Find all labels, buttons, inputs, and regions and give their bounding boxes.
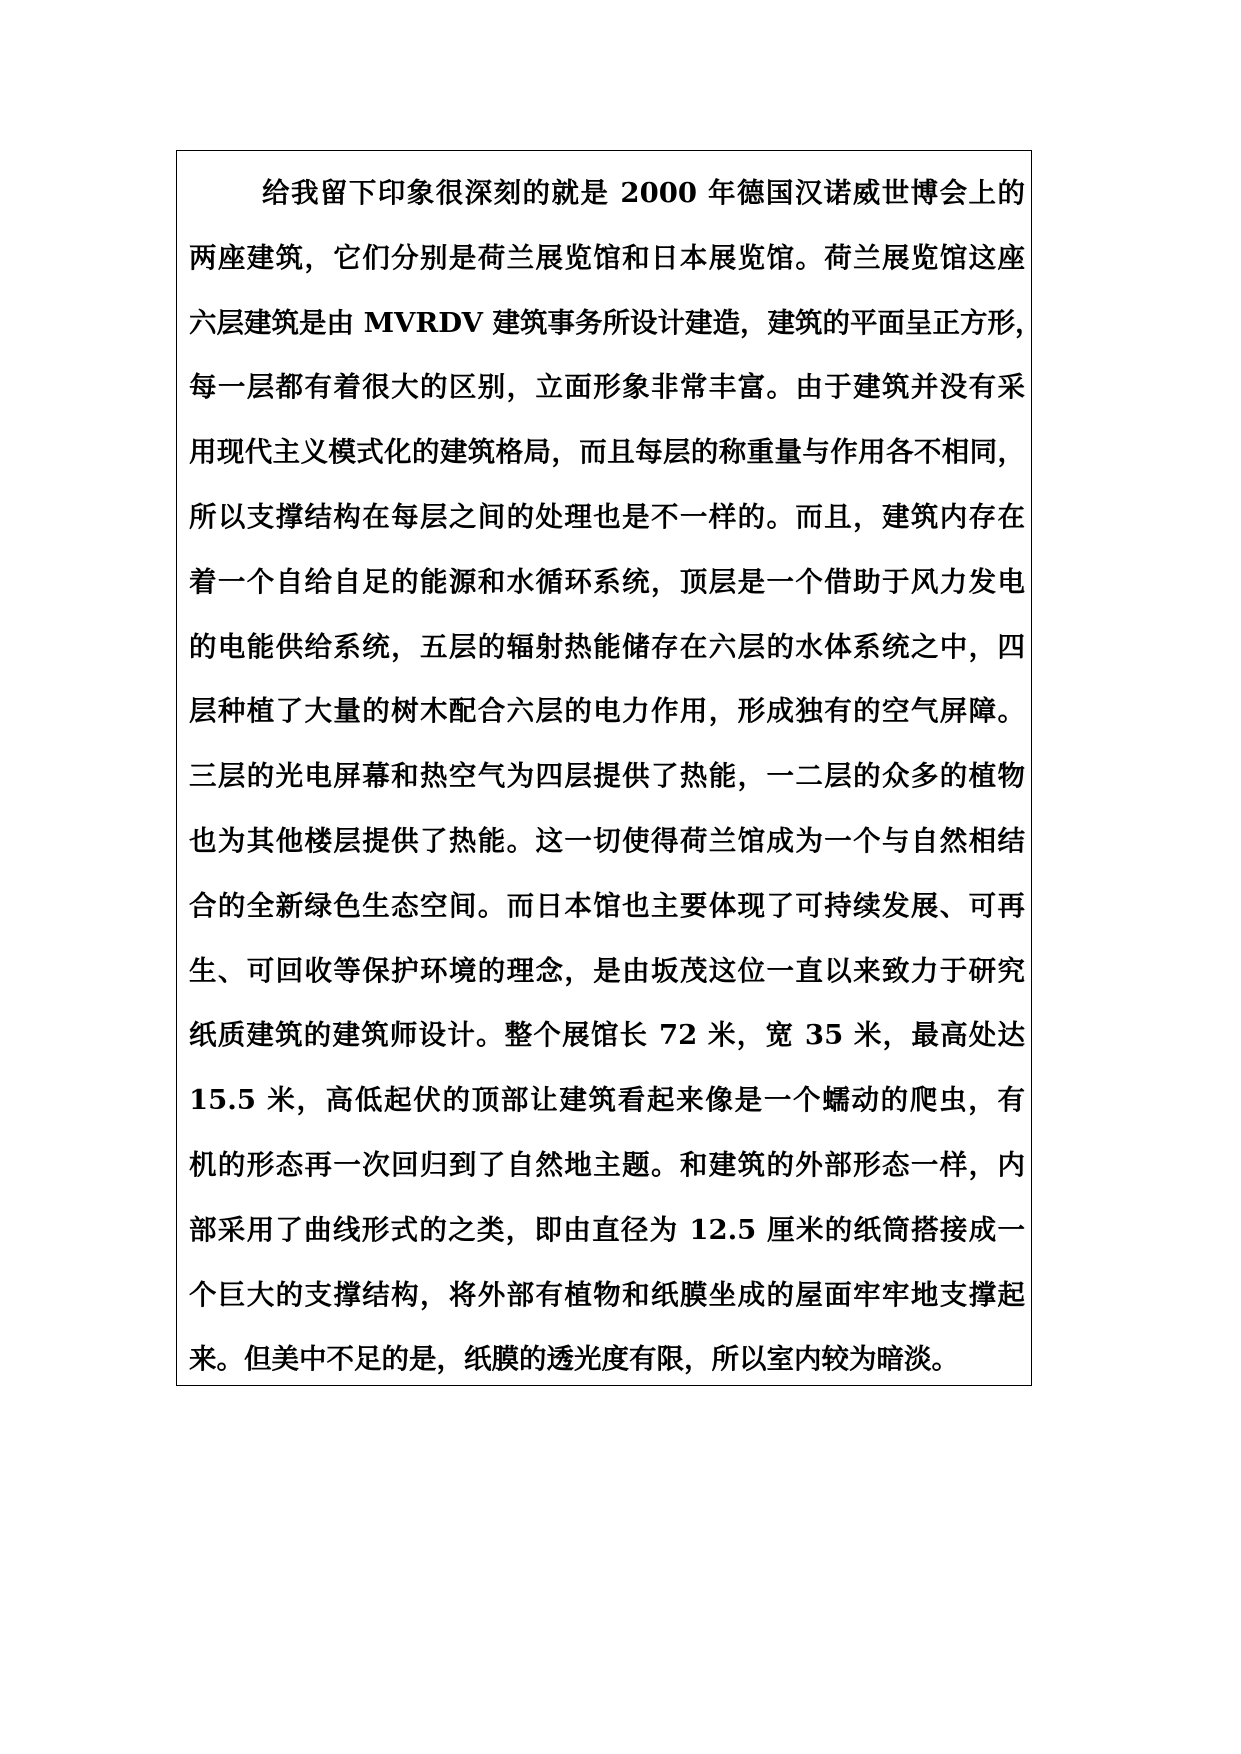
text-line: 每一层都有着很大的区别，立面形象非常丰富。由于建筑并没有采 [189,371,1025,404]
text-line: 个巨大的支撑结构，将外部有植物和纸膜坐成的屋面牢牢地支撑起 [189,1278,1025,1311]
text-box [176,150,1043,1386]
text-line: 着一个自给自足的能源和水循环系统，顶层是一个借助于风力发电 [189,565,1025,598]
text-line: 来。但美中不足的是，纸膜的透光度有限，所以室内较为暗淡。 [189,1343,959,1376]
text-line: 生、可回收等保护环境的理念，是由坂茂这位一直以来致力于研究 [189,954,1025,987]
text-line: 两座建筑，它们分别是荷兰展览馆和日本展览馆。荷兰展览馆这座 [189,241,1025,274]
text-line: 部采用了曲线形式的之类，即由直径为 12.5 厘米的纸筒搭接成一 [189,1213,1025,1246]
text-line: 六层建筑是由 MVRDV 建筑事务所设计建造，建筑的平面呈正方形， [189,306,1043,339]
text-line: 15.5 米，高低起伏的顶部让建筑看起来像是一个蠕动的爬虫，有 [189,1084,1025,1117]
text-line: 所以支撑结构在每层之间的处理也是不一样的。而且，建筑内存在 [189,500,1025,533]
text-line: 机的形态再一次回归到了自然地主题。和建筑的外部形态一样，内 [189,1148,1025,1181]
text-line: 纸质建筑的建筑师设计。整个展馆长 72 米，宽 35 米，最高处达 [189,1019,1025,1052]
text-line: 用现代主义模式化的建筑格局，而且每层的称重量与作用各不相同， [189,436,1025,469]
paragraph [189,161,1043,1392]
text-line: 的电能供给系统，五层的辐射热能储存在六层的水体系统之中，四 [189,630,1025,663]
text-line: 也为其他楼层提供了热能。这一切使得荷兰馆成为一个与自然相结 [189,824,1025,857]
text-line: 层种植了大量的树木配合六层的电力作用，形成独有的空气屏障。 [189,695,1025,728]
text-line: 合的全新绿色生态空间。而日本馆也主要体现了可持续发展、可再 [189,889,1025,922]
text-line: 给我留下印象很深刻的就是 2000 年德国汉诺威世博会上的 [262,177,1025,209]
text-line: 三层的光电屏幕和热空气为四层提供了热能，一二层的众多的植物 [189,760,1025,793]
